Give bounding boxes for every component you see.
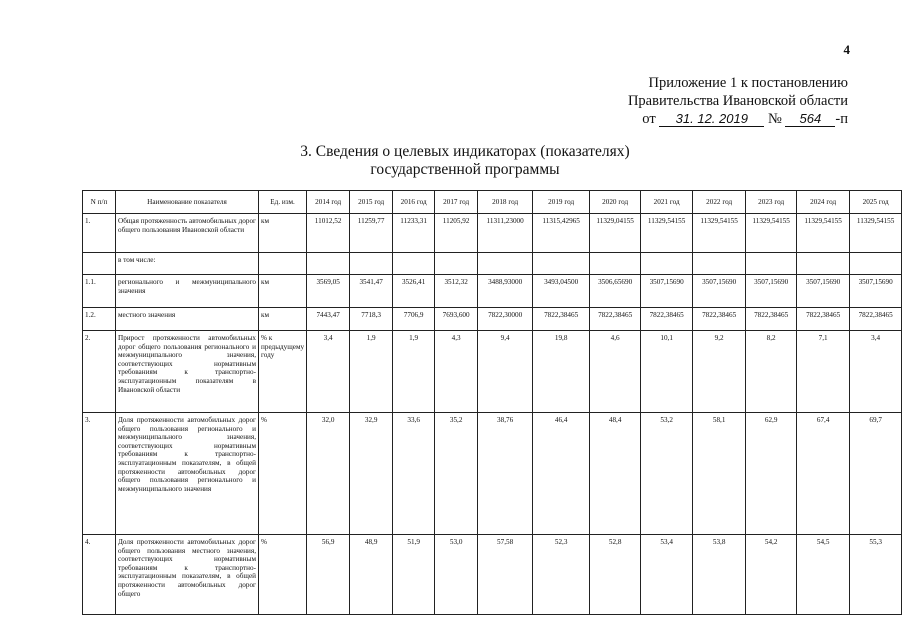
value-cell: 32,0 bbox=[307, 413, 350, 535]
value-cell bbox=[350, 253, 393, 275]
column-header: 2025 год bbox=[850, 191, 902, 214]
appendix-line1: Приложение 1 к постановлению bbox=[648, 75, 848, 91]
table-header-row bbox=[83, 191, 902, 214]
value-cell: 7718,3 bbox=[350, 308, 393, 331]
value-cell bbox=[478, 253, 533, 275]
value-cell: 7822,38465 bbox=[641, 308, 693, 331]
column-header: 2024 год bbox=[797, 191, 850, 214]
value-cell bbox=[746, 253, 797, 275]
row-number: 4. bbox=[83, 535, 116, 615]
column-header: 2015 год bbox=[350, 191, 393, 214]
value-cell: 3569,05 bbox=[307, 275, 350, 308]
value-cell: 56,9 bbox=[307, 535, 350, 615]
value-cell: 33,6 bbox=[393, 413, 435, 535]
column-header: N п/п bbox=[83, 191, 116, 214]
row-number bbox=[83, 253, 116, 275]
value-cell: 53,0 bbox=[435, 535, 478, 615]
column-header: Наименование показателя bbox=[116, 191, 259, 214]
indicators-table bbox=[82, 190, 902, 615]
number-label: № bbox=[767, 111, 782, 127]
value-cell: 53,2 bbox=[641, 413, 693, 535]
value-cell: 54,5 bbox=[797, 535, 850, 615]
column-header: 2022 год bbox=[693, 191, 746, 214]
value-cell: 4,3 bbox=[435, 331, 478, 413]
unit-cell: % к предыдущему году bbox=[259, 331, 307, 413]
column-header: 2017 год bbox=[435, 191, 478, 214]
value-cell: 9,2 bbox=[693, 331, 746, 413]
value-cell: 11329,54155 bbox=[850, 214, 902, 253]
row-number: 2. bbox=[83, 331, 116, 413]
value-cell: 7443,47 bbox=[307, 308, 350, 331]
value-cell: 3507,15690 bbox=[746, 275, 797, 308]
value-cell bbox=[641, 253, 693, 275]
value-cell: 3507,15690 bbox=[850, 275, 902, 308]
appendix-line3 bbox=[628, 110, 848, 128]
value-cell: 54,2 bbox=[746, 535, 797, 615]
column-header: 2020 год bbox=[590, 191, 641, 214]
value-cell: 3507,15690 bbox=[641, 275, 693, 308]
unit-cell bbox=[259, 253, 307, 275]
value-cell: 11329,54155 bbox=[641, 214, 693, 253]
value-cell: 69,7 bbox=[850, 413, 902, 535]
value-cell: 3541,47 bbox=[350, 275, 393, 308]
table-row bbox=[83, 535, 902, 615]
value-cell: 7822,38465 bbox=[850, 308, 902, 331]
indicator-name: Прирост протяженности автомобильных дорог общего пользования регионального и межмуниципального значения, соответствующих нормативным требованиям к транспортно-эксплуатационным показателям в Ивановской области bbox=[116, 331, 259, 413]
value-cell: 3526,41 bbox=[393, 275, 435, 308]
value-cell: 8,2 bbox=[746, 331, 797, 413]
indicator-name: Доля протяженности автомобильных дорог общего пользования регионального и межмуниципального значения, соответствующих нормативным требованиям к транспортно-эксплуатационным показателям, в общей протяженности автомобильных дорог общего пользования регионального и межмуниципального значения bbox=[116, 413, 259, 535]
value-cell: 7822,38465 bbox=[533, 308, 590, 331]
value-cell: 58,1 bbox=[693, 413, 746, 535]
value-cell: 57,58 bbox=[478, 535, 533, 615]
value-cell: 7822,38465 bbox=[797, 308, 850, 331]
indicator-name: регионального и межмуниципального значения bbox=[116, 275, 259, 308]
table-row bbox=[83, 308, 902, 331]
value-cell bbox=[533, 253, 590, 275]
value-cell: 11311,23000 bbox=[478, 214, 533, 253]
value-cell bbox=[590, 253, 641, 275]
value-cell: 53,4 bbox=[641, 535, 693, 615]
value-cell: 46,4 bbox=[533, 413, 590, 535]
indicator-name: в том числе: bbox=[116, 253, 259, 275]
decree-date: 31. 12. 2019 bbox=[659, 112, 764, 127]
value-cell bbox=[850, 253, 902, 275]
unit-cell: % bbox=[259, 413, 307, 535]
value-cell: 11329,04155 bbox=[590, 214, 641, 253]
value-cell: 11315,42965 bbox=[533, 214, 590, 253]
value-cell: 3507,15690 bbox=[693, 275, 746, 308]
value-cell: 11259,77 bbox=[350, 214, 393, 253]
value-cell: 48,4 bbox=[590, 413, 641, 535]
table-row bbox=[83, 331, 902, 413]
unit-cell: км bbox=[259, 275, 307, 308]
value-cell: 3493,04500 bbox=[533, 275, 590, 308]
column-header: 2018 год bbox=[478, 191, 533, 214]
value-cell: 35,2 bbox=[435, 413, 478, 535]
indicator-name: местного значения bbox=[116, 308, 259, 331]
value-cell: 3488,93000 bbox=[478, 275, 533, 308]
value-cell: 9,4 bbox=[478, 331, 533, 413]
value-cell: 11012,52 bbox=[307, 214, 350, 253]
value-cell: 7,1 bbox=[797, 331, 850, 413]
value-cell: 38,76 bbox=[478, 413, 533, 535]
value-cell: 55,3 bbox=[850, 535, 902, 615]
value-cell: 11329,54155 bbox=[797, 214, 850, 253]
value-cell: 11205,92 bbox=[435, 214, 478, 253]
column-header: 2016 год bbox=[393, 191, 435, 214]
value-cell: 51,9 bbox=[393, 535, 435, 615]
appendix-line2: Правительства Ивановской области bbox=[627, 93, 848, 109]
value-cell bbox=[435, 253, 478, 275]
value-cell: 7822,38465 bbox=[590, 308, 641, 331]
value-cell: 53,8 bbox=[693, 535, 746, 615]
value-cell: 4,6 bbox=[590, 331, 641, 413]
value-cell bbox=[693, 253, 746, 275]
value-cell: 32,9 bbox=[350, 413, 393, 535]
table-row bbox=[83, 253, 902, 275]
unit-cell: % bbox=[259, 535, 307, 615]
value-cell: 7822,30000 bbox=[478, 308, 533, 331]
row-number: 1. bbox=[83, 214, 116, 253]
value-cell: 48,9 bbox=[350, 535, 393, 615]
value-cell: 11233,31 bbox=[393, 214, 435, 253]
table-row bbox=[83, 214, 902, 253]
value-cell: 3507,15690 bbox=[797, 275, 850, 308]
value-cell: 1,9 bbox=[393, 331, 435, 413]
value-cell bbox=[797, 253, 850, 275]
column-header: 2014 год bbox=[307, 191, 350, 214]
column-header: 2023 год bbox=[746, 191, 797, 214]
value-cell: 3512,32 bbox=[435, 275, 478, 308]
table-row bbox=[83, 275, 902, 308]
value-cell: 3506,65690 bbox=[590, 275, 641, 308]
value-cell: 3,4 bbox=[850, 331, 902, 413]
value-cell: 3,4 bbox=[307, 331, 350, 413]
value-cell: 11329,54155 bbox=[693, 214, 746, 253]
title-line2: государственной программы bbox=[370, 161, 560, 178]
value-cell: 7693,600 bbox=[435, 308, 478, 331]
row-number: 3. bbox=[83, 413, 116, 535]
value-cell bbox=[307, 253, 350, 275]
table-row bbox=[83, 413, 902, 535]
value-cell: 7706,9 bbox=[393, 308, 435, 331]
section-title bbox=[300, 143, 630, 179]
value-cell bbox=[393, 253, 435, 275]
from-label: от bbox=[642, 111, 656, 127]
column-header: Ед. изм. bbox=[259, 191, 307, 214]
value-cell: 11329,54155 bbox=[746, 214, 797, 253]
column-header: 2021 год bbox=[641, 191, 693, 214]
value-cell: 19,8 bbox=[533, 331, 590, 413]
value-cell: 10,1 bbox=[641, 331, 693, 413]
unit-cell: км bbox=[259, 214, 307, 253]
value-cell: 7822,38465 bbox=[746, 308, 797, 331]
row-number: 1.2. bbox=[83, 308, 116, 331]
value-cell: 1,9 bbox=[350, 331, 393, 413]
indicator-name: Доля протяженности автомобильных дорог общего пользования местного значения, соответствующих нормативным требованиям к транспортно-эксплуатационным показателям, в общей протяженности автомобильных дорог общего bbox=[116, 535, 259, 615]
row-number: 1.1. bbox=[83, 275, 116, 308]
value-cell: 52,3 bbox=[533, 535, 590, 615]
value-cell: 62,9 bbox=[746, 413, 797, 535]
indicator-name: Общая протяженность автомобильных дорог общего пользования Ивановской области bbox=[116, 214, 259, 253]
number-suffix: -п bbox=[835, 111, 848, 127]
column-header: 2019 год bbox=[533, 191, 590, 214]
title-line1: 3. Сведения о целевых индикаторах (показателях) bbox=[300, 143, 630, 160]
appendix-header bbox=[628, 74, 848, 128]
page-number: 4 bbox=[843, 42, 850, 57]
value-cell: 52,8 bbox=[590, 535, 641, 615]
value-cell: 7822,38465 bbox=[693, 308, 746, 331]
value-cell: 67,4 bbox=[797, 413, 850, 535]
decree-number: 564 bbox=[785, 112, 835, 127]
unit-cell: км bbox=[259, 308, 307, 331]
